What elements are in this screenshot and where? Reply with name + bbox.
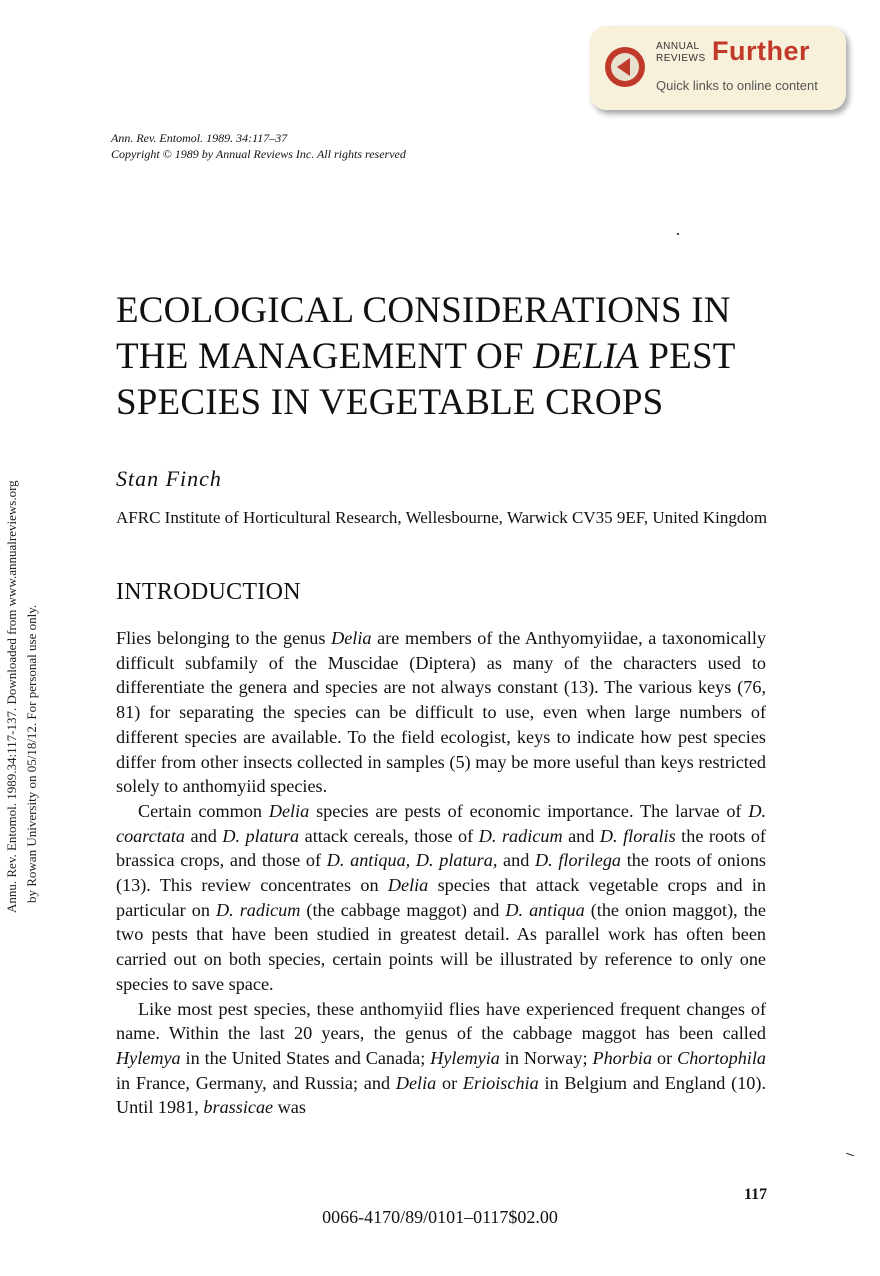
section-heading: INTRODUCTION [116, 579, 301, 605]
italic-run: Hylemya [116, 1047, 181, 1068]
text-run: species that attack vegetable crops and in particular on [116, 875, 766, 920]
italic-run: Delia [331, 628, 372, 648]
italic-run: Delia [268, 800, 310, 821]
italic-run: brassicae [203, 1097, 274, 1118]
annual-label: ANNUAL [656, 41, 700, 52]
text-run: in France, Germany, and Russia; and [116, 1072, 396, 1093]
reviews-label: REVIEWS [656, 53, 706, 64]
italic-run: D. radicum [478, 825, 563, 846]
title-part-1: ECOLOGICAL CONSIDERATIONS IN THE MANAGEMENT OF [116, 290, 731, 377]
scan-speck [677, 233, 679, 235]
text-run: Like most pest species, these anthomyiid flies have experienced frequent changes of name. Within the last 20 years, the genus of the cabbage maggot has been called [116, 998, 766, 1044]
text-run: are members of the Anthyomyiidae, a taxonomically difficult subfamily of the Muscidae (Diptera) as many of the characters used to differentiate the genera and species are not always constant (13). The various keys (76, 81) for separating the species can be difficult to use, even when large numbers of different species are available. To the field ecologist, keys to indicate how pest species differ from other insects collected in samples (5) may be more useful than keys restricted solely to anthomyiid species. [116, 628, 767, 797]
text-run: in Belgium and England (10). Until 1981, [116, 1072, 766, 1118]
author-affiliation: AFRC Institute of Horticultural Research, Wellesbourne, Warwick CV35 9EF, United Kingdom [116, 508, 768, 527]
italic-run: D. floralis [599, 825, 676, 846]
paragraph [116, 799, 766, 997]
article-title [116, 288, 796, 426]
scan-mark [846, 1153, 854, 1157]
italic-run: Phorbia [592, 1047, 653, 1068]
text-run: was [273, 1097, 306, 1118]
text-run: or [436, 1072, 463, 1093]
further-subtitle: Quick links to online content [656, 78, 818, 93]
italic-run: D. platura [222, 825, 300, 846]
text-run: and [562, 825, 600, 846]
text-run: Flies belonging to the genus [116, 628, 332, 648]
italic-run: D. florilega [535, 850, 622, 871]
title-part-2: PEST SPECIES IN VEGETABLE CROPS [116, 336, 735, 423]
footer-code: 0066-4170/89/0101–0117$02.00 [322, 1207, 558, 1227]
download-notice: Annu. Rev. Entomol. 1989.34:117-137. Downloaded from www.annualreviews.org [4, 480, 19, 913]
italic-run: D. antiqua [505, 899, 585, 920]
italic-run: Hylemyia [430, 1047, 500, 1068]
italic-run: Delia [395, 1072, 437, 1093]
italic-run: D. antiqua, D. platura, [326, 850, 498, 871]
text-run: and [497, 850, 535, 871]
italic-run: Delia [387, 875, 429, 896]
left-arrow-circle-icon [604, 46, 646, 88]
italic-run: D. radicum [215, 899, 301, 920]
text-run: attack cereals, those of [299, 825, 479, 846]
journal-copyright: Copyright © 1989 by Annual Reviews Inc. All rights reserved [111, 147, 406, 161]
italic-run: Erioischia [462, 1072, 539, 1093]
page-number: 117 [744, 1186, 768, 1203]
further-title: Further [712, 36, 810, 66]
paragraph [116, 997, 766, 1121]
text-run: or [652, 1047, 678, 1068]
text-run: Certain common [138, 800, 269, 821]
text-run: species are pests of economic importance. The larvae of [309, 800, 749, 821]
annual-reviews-further-badge[interactable] [590, 26, 846, 110]
text-run: the roots of onions (13). This review concentrates on [116, 850, 766, 896]
text-run: (the onion maggot), the two pests that have been studied in greatest detail. As parallel work has often been carried out on both species, certain points will be illustrated by reference to only one species to save space. [116, 899, 766, 994]
journal-citation: Ann. Rev. Entomol. 1989. 34:117–37 [111, 131, 288, 145]
title-italic: DELIA [533, 336, 639, 377]
download-notice-user: by Rowan University on 05/18/12. For personal use only. [24, 604, 39, 903]
paragraph [116, 626, 766, 799]
italic-run: D. coarctata [116, 800, 766, 846]
text-run: (the cabbage maggot) and [300, 899, 506, 920]
text-run: in the United States and Canada; [180, 1047, 431, 1068]
text-run: and [185, 825, 223, 846]
author-name: Stan Finch [116, 466, 222, 491]
italic-run: Chortophila [677, 1047, 766, 1068]
text-run: the roots of brassica crops, and those of [116, 825, 766, 871]
body-text [116, 626, 766, 1120]
text-run: in Norway; [499, 1047, 593, 1068]
